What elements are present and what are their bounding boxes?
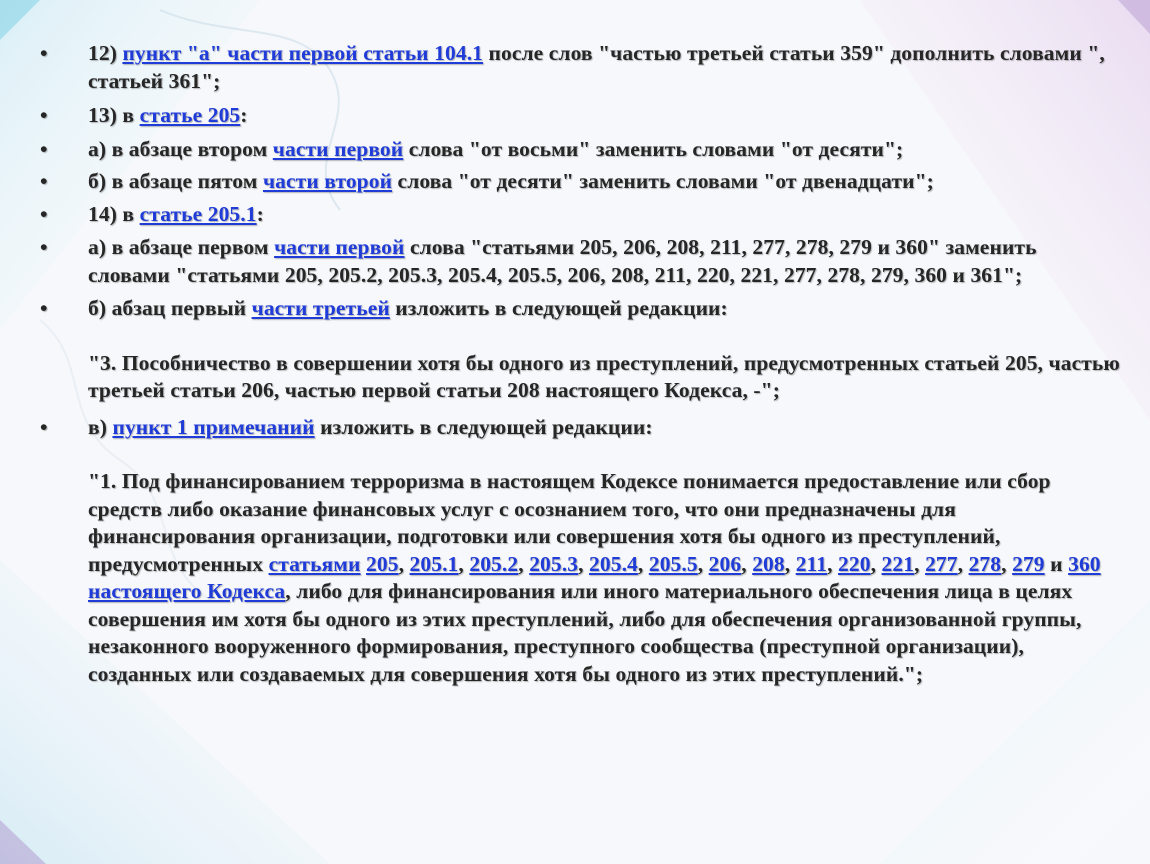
- link-part-one[interactable]: части первой: [274, 235, 405, 259]
- link-point-1-notes[interactable]: пункт 1 примечаний: [112, 414, 315, 439]
- list-item: • 12) пункт "а" части первой статьи 104.1 после слов "частью третьей статьи 359" дополнить словами ", статьей 361";: [40, 40, 1120, 95]
- article-link[interactable]: 208: [752, 551, 785, 576]
- article-link[interactable]: 278: [968, 551, 1002, 576]
- link-part-three[interactable]: части третьей: [251, 296, 390, 320]
- article-link[interactable]: 279: [1012, 551, 1045, 576]
- quoted-amendment-text: "1. Под финансированием терроризма в настоящем Кодексе понимается предоставление или сбор средств либо оказание финансовых услуг с осознанием того, что они предназначены для финансирования организации, подготовки или совершения хотя бы одного из преступлений, предусмотренных статьями 205, 205.1, 205.2, 205.3, 205.4, 205.5, 206, 208, 211, 220, 221, 277, 278, 279 и 360 настоящего Кодекса, либо для финансирования или иного материального обеспечения лица в целях совершения им хотя бы одного из этих преступлений, либо для обеспечения организованной группы, незаконного вооруженного формирования, преступного сообщества (преступной организации), созданных или создаваемых для совершения хотя бы одного из этих преступлений.";: [88, 469, 1101, 686]
- link-article-205-1[interactable]: статье 205.1: [139, 201, 257, 226]
- slide-content: [40, 40, 1120, 688]
- article-link[interactable]: 221: [881, 551, 915, 576]
- link-part-one[interactable]: части первой: [272, 136, 404, 161]
- article-link[interactable]: 205.2: [469, 551, 519, 576]
- list-item: • в) пункт 1 примечаний изложить в следующей редакции: "1. Под финансированием терроризма в настоящем Кодексе понимается предоставление или сбор средств либо оказание финансовых услуг с осознанием того, что они предназначены для финансирования организации, подготовки или совершения хотя бы одного из преступлений, предусмотренных статьями 205, 205.1, 205.2, 205.3, 205.4, 205.5, 206, 208, 211, 220, 221, 277, 278, 279 и 360 настоящего Кодекса, либо для финансирования или иного материального обеспечения лица в целях совершения им хотя бы одного из этих преступлений, либо для обеспечения организованной группы, незаконного вооруженного формирования, преступного сообщества (преступной организации), созданных или создаваемых для совершения хотя бы одного из этих преступлений.";: [40, 414, 1120, 689]
- article-link[interactable]: 220: [838, 551, 871, 576]
- article-link[interactable]: 277: [925, 551, 958, 576]
- article-link[interactable]: 205.3: [529, 551, 579, 576]
- article-link[interactable]: 206: [708, 551, 742, 576]
- list-item: • б) в абзаце пятом части второй слова "от десяти" заменить словами "от двенадцати";: [40, 168, 1120, 196]
- link-article-205[interactable]: статье 205: [139, 103, 241, 127]
- article-link[interactable]: 205.1: [409, 551, 459, 576]
- link-point-a-article-104-1[interactable]: пункт "а" части первой статьи 104.1: [122, 41, 484, 65]
- amendments-list: [40, 40, 1120, 688]
- list-item: • 13) в статье 205:: [40, 102, 1120, 130]
- link-articles[interactable]: статьями: [268, 551, 361, 576]
- article-link[interactable]: 205: [366, 551, 399, 576]
- list-item: • б) абзац первый части третьей изложить в следующей редакции: "3. Пособничество в совершении хотя бы одного из преступлений, предусмотренных статьей 205, частью третьей статьи 206, частью первой статьи 208 настоящего Кодекса, -";: [40, 295, 1120, 405]
- article-link[interactable]: 211: [795, 551, 828, 576]
- list-item: • а) в абзаце втором части первой слова "от восьми" заменить словами "от десяти";: [40, 136, 1120, 164]
- link-article-360-code[interactable]: 360 настоящего Кодекса: [88, 551, 1101, 603]
- link-part-two[interactable]: части второй: [262, 169, 393, 193]
- list-item: • 14) в статье 205.1:: [40, 201, 1120, 229]
- article-link[interactable]: 205.4: [589, 551, 638, 576]
- article-link[interactable]: 205.5: [648, 551, 698, 576]
- list-item: • а) в абзаце первом части первой слова "статьями 205, 206, 208, 211, 277, 278, 279 и 360" заменить словами "статьями 205, 205.2, 205.3, 205.4, 205.5, 206, 208, 211, 220, 221, 277, 278, 279, 360 и 361";: [40, 234, 1120, 289]
- quoted-amendment-text: "3. Пособничество в совершении хотя бы одного из преступлений, предусмотренных статьей 205, частью третьей статьи 206, частью первой статьи 208 настоящего Кодекса, -";: [88, 350, 1120, 402]
